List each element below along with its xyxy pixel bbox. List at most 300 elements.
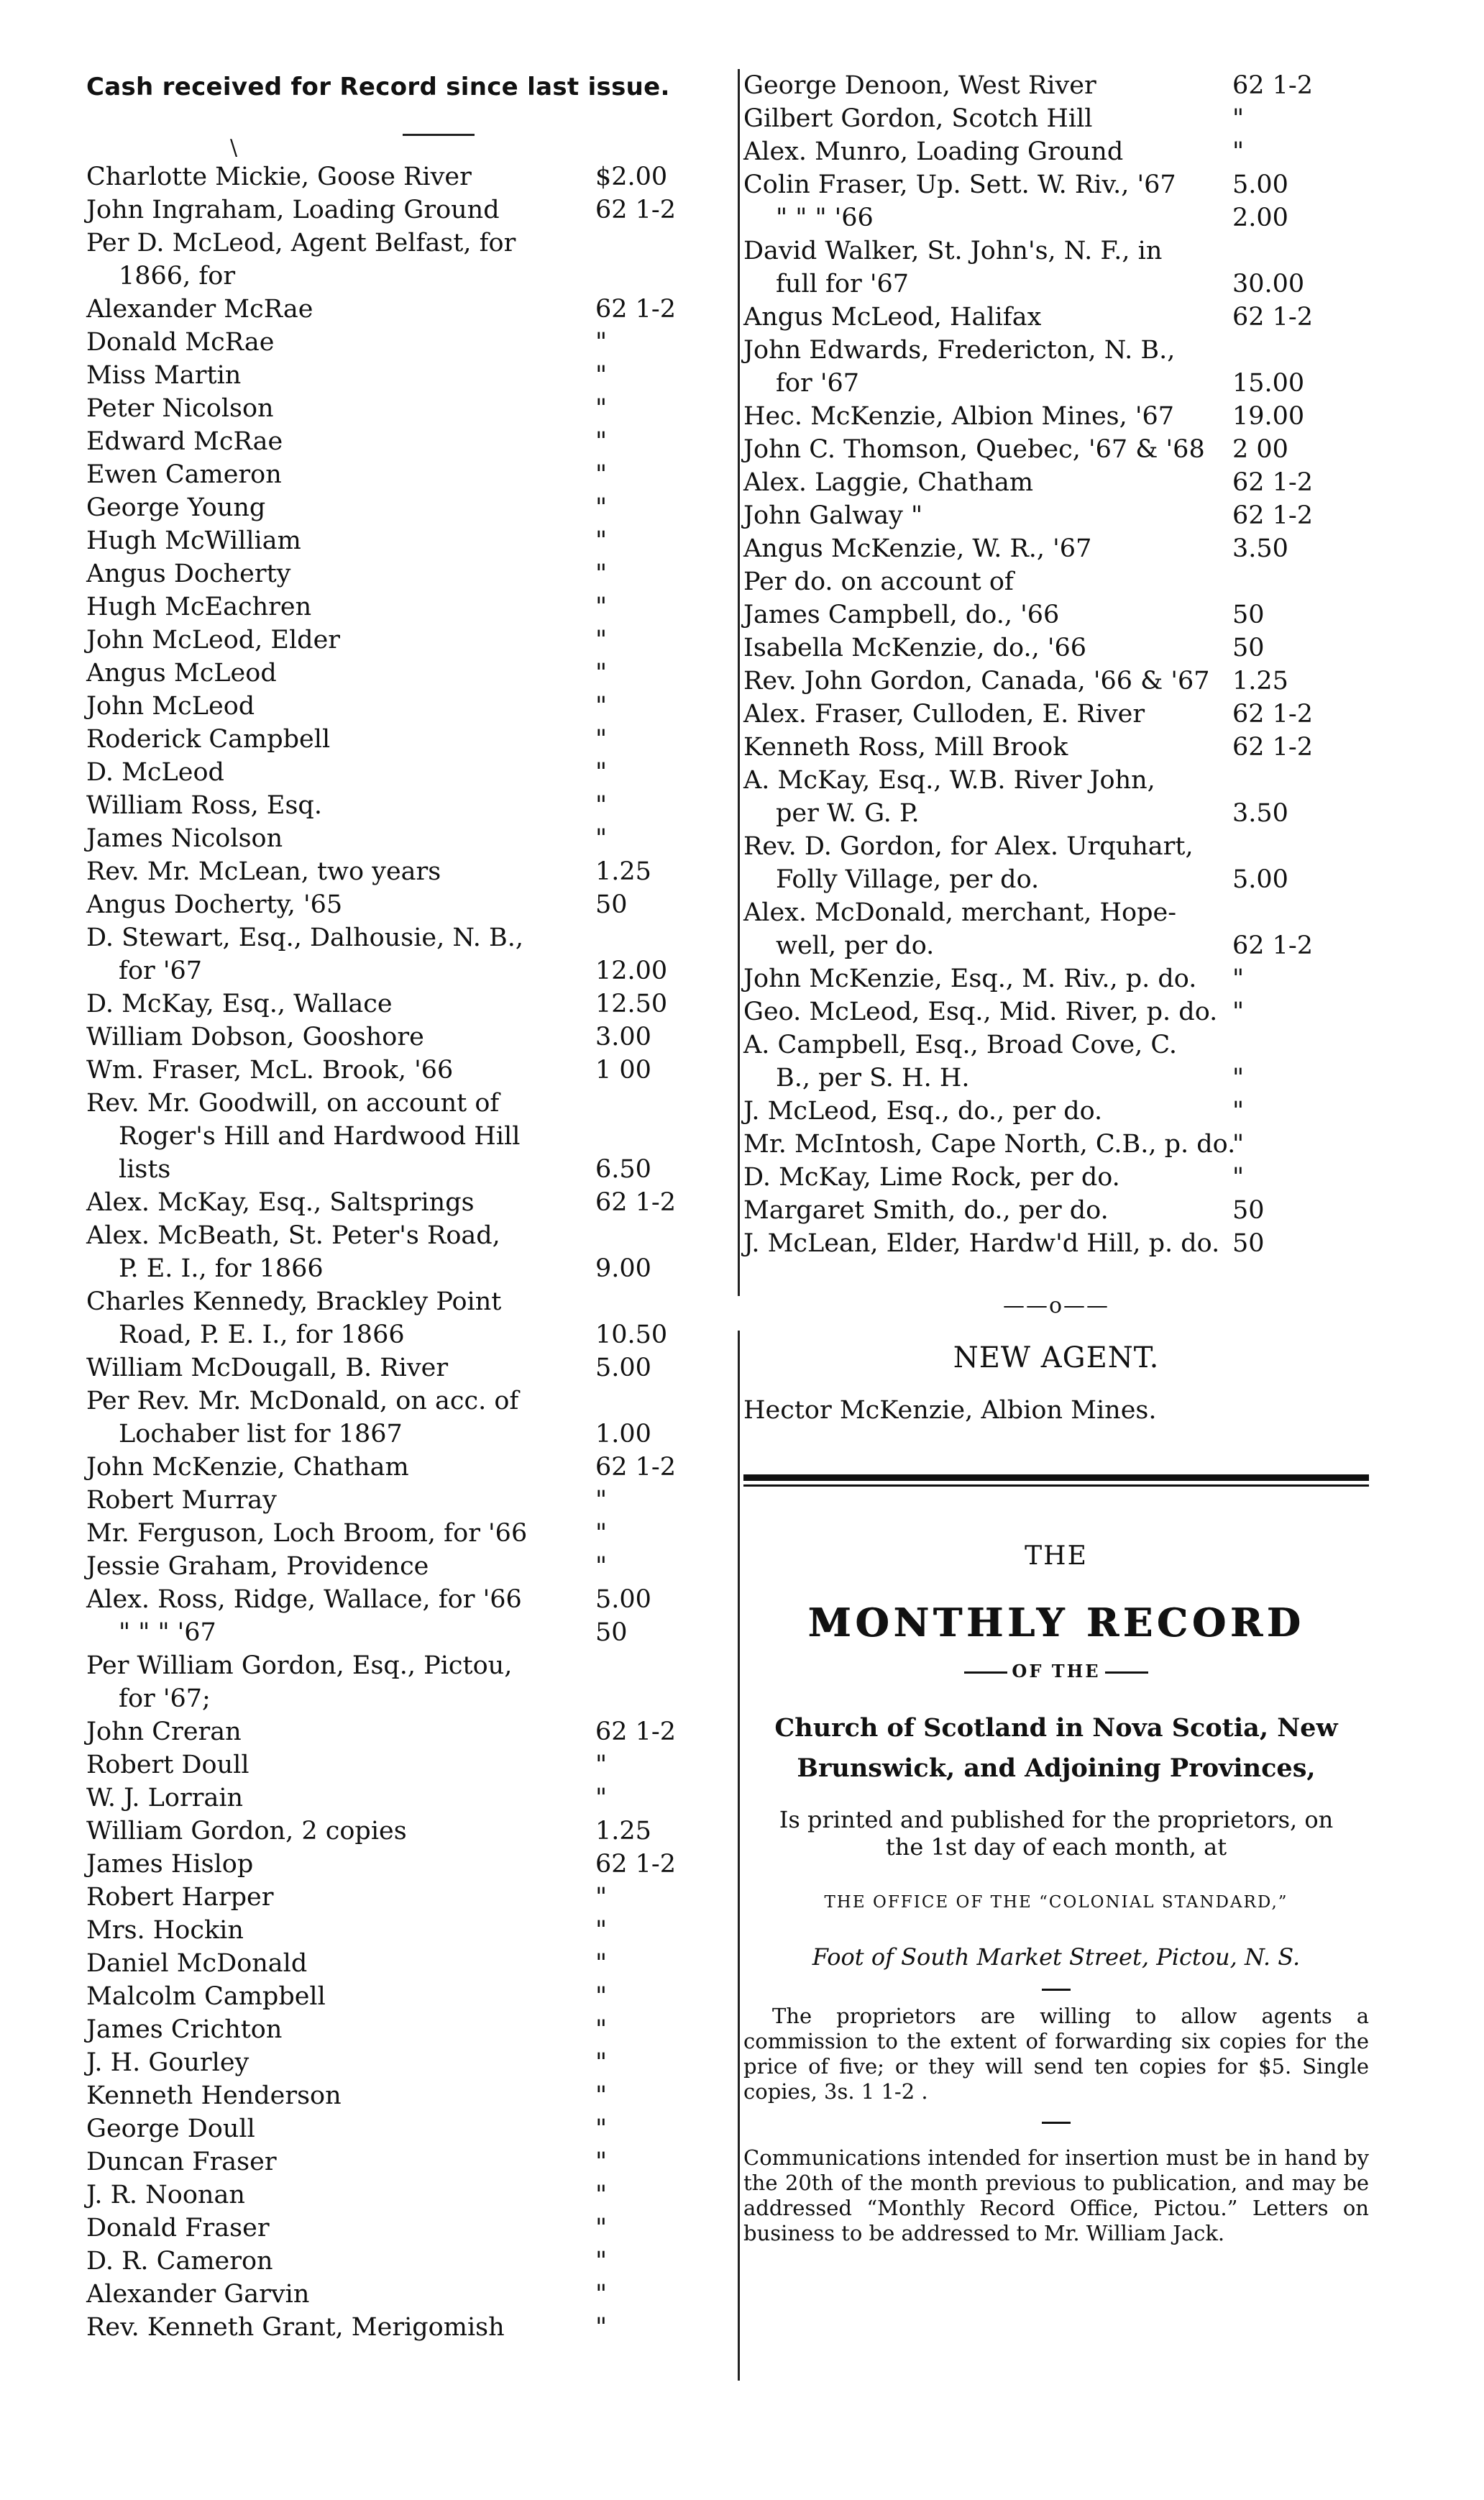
receipt-name: John McLeod: [86, 692, 255, 721]
receipt-amount: 50: [1232, 634, 1265, 662]
receipt-amount: 12.50: [595, 990, 668, 1018]
receipt-name: George Doull: [86, 2114, 255, 2143]
receipt-name: John Creran: [86, 1717, 242, 1746]
receipt-name: for '67;: [119, 1684, 211, 1713]
receipt-amount: 62 1-2: [1232, 468, 1314, 497]
receipt-amount: ": [595, 659, 608, 688]
receipt-row: [86, 690, 733, 723]
proprietors-text: The proprietors are willing to allow agents a commission to the extent of forwarding six copies for the price of five; or they will send ten copies for $5. Single copies, 3s. 1 1-2 .: [743, 2004, 1369, 2104]
receipt-name: Peter Nicolson: [86, 394, 274, 423]
receipt-row: [86, 1120, 733, 1153]
receipt-amount: ": [595, 824, 608, 853]
receipt-name: John Galway ": [743, 501, 923, 530]
receipt-amount: ": [1232, 1130, 1245, 1159]
receipt-row: [86, 193, 733, 227]
receipt-amount: 62 1-2: [595, 1453, 677, 1482]
printed-notice: [743, 1806, 1369, 1861]
receipt-amount: ": [1232, 1163, 1245, 1192]
receipt-name: Alex. McDonald, merchant, Hope-: [743, 898, 1177, 927]
church-name: [743, 1708, 1369, 1789]
column-divider-lower: [738, 1331, 740, 2381]
receipt-row: [743, 102, 1369, 135]
receipt-row: [743, 731, 1369, 764]
stray-mark: \: [230, 135, 238, 160]
separator-ornament: ——o——: [1002, 1293, 1110, 1318]
receipt-row: [86, 1087, 733, 1120]
receipt-row: [86, 2245, 733, 2278]
receipt-row: [86, 1351, 733, 1384]
receipt-amount: 3.50: [1232, 799, 1288, 828]
receipt-name: Alex. McKay, Esq., Saltsprings: [86, 1188, 475, 1217]
receipt-name: Charlotte Mickie, Goose River: [86, 163, 472, 191]
receipt-row: [86, 2179, 733, 2212]
receipt-row: [86, 524, 733, 557]
receipt-amount: ": [595, 2048, 608, 2077]
receipt-row: [86, 2278, 733, 2311]
receipt-row: [743, 433, 1369, 466]
receipt-name: Rev. John Gordon, Canada, '66 & '67: [743, 667, 1210, 695]
receipt-row: [743, 698, 1369, 731]
receipt-amount: 6.50: [595, 1155, 651, 1184]
receipt-name: lists: [119, 1155, 171, 1184]
receipt-row: [86, 1186, 733, 1219]
receipt-row: [86, 624, 733, 657]
receipt-amount: 50: [595, 1618, 628, 1647]
receipt-amount: 62 1-2: [1232, 931, 1314, 960]
receipt-amount: ": [595, 394, 608, 423]
receipt-amount: ": [595, 1982, 608, 2011]
receipt-name: John McKenzie, Chatham: [86, 1453, 409, 1482]
receipt-amount: ": [595, 2148, 608, 2176]
receipt-name: Colin Fraser, Up. Sett. W. Riv., '67: [743, 170, 1176, 199]
receipt-name: D. Stewart, Esq., Dalhousie, N. B.,: [86, 923, 523, 952]
receipt-amount: 19.00: [1232, 402, 1305, 431]
receipt-name: Alexander Garvin: [86, 2280, 310, 2309]
receipt-row: [743, 69, 1369, 102]
receipt-amount: ": [595, 2181, 608, 2209]
receipt-row: [743, 665, 1369, 698]
receipt-amount: ": [595, 791, 608, 820]
receipt-name: Hugh McWilliam: [86, 526, 301, 555]
receipt-name: D. McKay, Esq., Wallace: [86, 990, 393, 1018]
receipt-name: Jessie Graham, Providence: [86, 1552, 429, 1581]
receipt-row: [743, 1028, 1369, 1062]
receipt-row: [86, 1980, 733, 2013]
receipt-name: John C. Thomson, Quebec, '67 & '68: [743, 435, 1205, 464]
receipt-amount: 62 1-2: [595, 1850, 677, 1879]
receipt-row: [86, 1848, 733, 1881]
receipt-amount: 62 1-2: [1232, 733, 1314, 762]
receipt-amount: ": [1232, 1064, 1245, 1092]
receipt-name: for '67: [119, 957, 203, 985]
receipt-name: Rev. Kenneth Grant, Merigomish: [86, 2313, 505, 2342]
receipt-name: Alex. Fraser, Culloden, E. River: [743, 700, 1145, 729]
new-agent-title: NEW AGENT.: [953, 1341, 1160, 1374]
receipt-row: [86, 1550, 733, 1583]
receipt-row: [86, 1517, 733, 1550]
small-dash: [1042, 1989, 1071, 1991]
receipt-name: Alex. Ross, Ridge, Wallace, for '66: [86, 1585, 522, 1614]
receipt-name: D. McKay, Lime Rock, per do.: [743, 1163, 1120, 1192]
receipt-name: full for '67: [776, 270, 910, 298]
receipt-name: Edward McRae: [86, 427, 283, 456]
receipt-amount: ": [595, 2313, 608, 2342]
receipt-name: Isabella McKenzie, do., '66: [743, 634, 1087, 662]
receipt-name: John Edwards, Fredericton, N. B.,: [743, 336, 1176, 365]
cash-received-heading: Cash received for Record since last issue.: [86, 73, 670, 101]
receipt-amount: 12.00: [595, 957, 668, 985]
small-dash-2: [1042, 2122, 1071, 2124]
receipt-row: [743, 367, 1369, 400]
left-receipts-list: [86, 160, 733, 2344]
receipt-row: [86, 557, 733, 590]
receipt-amount: 50: [1232, 601, 1265, 629]
receipt-row: [86, 1947, 733, 1980]
receipt-row: [86, 1252, 733, 1285]
receipt-row: [743, 764, 1369, 797]
receipt-row: [743, 863, 1369, 896]
receipt-amount: ": [1232, 104, 1245, 133]
receipt-amount: 5.00: [1232, 865, 1288, 894]
receipt-amount: 62 1-2: [595, 295, 677, 324]
receipt-row: [743, 1095, 1369, 1128]
receipt-row: [86, 822, 733, 855]
receipt-amount: ": [595, 460, 608, 489]
receipt-name: Angus Docherty, '65: [86, 890, 343, 919]
receipt-amount: ": [595, 526, 608, 555]
receipt-name: J. McLeod, Esq., do., per do.: [743, 1097, 1103, 1126]
receipt-amount: ": [595, 758, 608, 787]
receipt-name: Per do. on account of: [743, 567, 1014, 596]
receipt-row: [86, 657, 733, 690]
receipt-row: [86, 1153, 733, 1186]
receipt-row: [86, 2311, 733, 2344]
receipt-row: [86, 1914, 733, 1947]
receipt-name: Lochaber list for 1867: [119, 1420, 403, 1449]
receipt-name: John McLeod, Elder: [86, 626, 341, 654]
receipt-name: Alex. Munro, Loading Ground: [743, 137, 1124, 166]
receipt-amount: $2.00: [595, 163, 668, 191]
receipt-row: [86, 987, 733, 1021]
of-the-text: OF THE: [1012, 1661, 1101, 1682]
receipt-name: Kenneth Ross, Mill Brook: [743, 733, 1068, 762]
receipt-amount: 1.25: [595, 1817, 651, 1846]
receipt-amount: ": [595, 493, 608, 522]
receipt-row: [86, 1484, 733, 1517]
receipt-row: [743, 135, 1369, 168]
receipt-amount: ": [595, 1949, 608, 1978]
right-receipts-list: [743, 69, 1369, 1260]
receipt-name: Angus McLeod, Halifax: [743, 303, 1042, 332]
receipt-amount: ": [595, 593, 608, 621]
receipt-name: Alex. Laggie, Chatham: [743, 468, 1034, 497]
receipt-name: W. J. Lorrain: [86, 1784, 244, 1812]
receipt-amount: 5.00: [595, 1585, 651, 1614]
receipt-name: Wm. Fraser, McL. Brook, '66: [86, 1056, 454, 1085]
receipt-row: [86, 1318, 733, 1351]
receipt-amount: 3.00: [595, 1023, 651, 1051]
receipt-row: [86, 326, 733, 359]
communications-notice: [743, 2145, 1369, 2246]
receipt-name: Roger's Hill and Hardwood Hill: [119, 1122, 521, 1151]
receipt-amount: ": [595, 560, 608, 588]
office-address: Foot of South Market Street, Pictou, N. S.: [812, 1943, 1301, 1971]
receipt-name: D. McLeod: [86, 758, 224, 787]
receipt-name: Folly Village, per do.: [776, 865, 1040, 894]
receipt-name: well, per do.: [776, 931, 935, 960]
dash-left: [964, 1671, 1007, 1674]
receipt-row: [86, 2145, 733, 2179]
receipt-name: Donald McRae: [86, 328, 275, 357]
receipt-row: [743, 896, 1369, 929]
receipt-name: Gilbert Gordon, Scotch Hill: [743, 104, 1093, 133]
receipt-amount: 62 1-2: [595, 1717, 677, 1746]
receipt-row: [86, 1418, 733, 1451]
receipt-row: [86, 458, 733, 491]
receipt-name: " " " '67: [119, 1618, 216, 1647]
receipt-name: Angus McLeod: [86, 659, 277, 688]
receipt-row: [86, 2079, 733, 2112]
masthead-title: MONTHLY RECORD: [807, 1600, 1305, 1646]
receipt-row: [86, 1054, 733, 1087]
receipt-name: William Ross, Esq.: [86, 791, 322, 820]
office-line: THE OFFICE OF THE “COLONIAL STANDARD,”: [824, 1893, 1288, 1912]
masthead-of-the: [743, 1659, 1369, 1684]
receipt-row: [743, 400, 1369, 433]
receipt-row: [86, 1285, 733, 1318]
communications-text: Communications intended for insertion must be in hand by the 20th of the month previous to publication, and may be addressed “Monthly Record Office, Pictou.” Letters on business to be addressed to Mr. William Jack.: [743, 2145, 1369, 2245]
receipt-amount: 30.00: [1232, 270, 1305, 298]
receipt-row: [743, 268, 1369, 301]
receipt-name: J. McLean, Elder, Hardw'd Hill, p. do.: [743, 1229, 1220, 1258]
receipt-row: [743, 962, 1369, 995]
left-column: [86, 69, 733, 2344]
receipt-amount: ": [595, 427, 608, 456]
receipt-row: [86, 1649, 733, 1682]
receipt-amount: 1.25: [1232, 667, 1288, 695]
receipt-name: Mr. Ferguson, Loch Broom, for '66: [86, 1519, 528, 1548]
receipt-name: Hec. McKenzie, Albion Mines, '67: [743, 402, 1175, 431]
receipt-row: [86, 888, 733, 921]
receipt-row: [743, 565, 1369, 598]
receipt-amount: ": [595, 1486, 608, 1515]
receipt-name: Alexander McRae: [86, 295, 313, 324]
receipt-name: David Walker, St. John's, N. F., in: [743, 237, 1163, 265]
receipt-name: James Nicolson: [86, 824, 283, 853]
receipt-name: James Hislop: [86, 1850, 254, 1879]
receipt-row: [86, 1021, 733, 1054]
receipt-amount: 62 1-2: [1232, 700, 1314, 729]
receipt-row: [743, 631, 1369, 665]
receipt-row: [86, 160, 733, 193]
receipt-name: Donald Fraser: [86, 2214, 270, 2243]
receipt-name: A. McKay, Esq., W.B. River John,: [743, 766, 1155, 795]
receipt-amount: ": [595, 2015, 608, 2044]
receipt-row: [86, 1715, 733, 1748]
receipt-name: Mrs. Hockin: [86, 1916, 244, 1945]
receipt-name: George Denoon, West River: [743, 71, 1096, 100]
receipt-name: William McDougall, B. River: [86, 1354, 449, 1382]
receipt-amount: ": [595, 2214, 608, 2243]
receipt-row: [743, 168, 1369, 201]
receipt-amount: 15.00: [1232, 369, 1305, 398]
printed-line-1: Is printed and published for the proprietors, on: [779, 1806, 1334, 1833]
receipt-name: William Gordon, 2 copies: [86, 1817, 407, 1846]
receipt-name: Mr. McIntosh, Cape North, C.B., p. do.: [743, 1130, 1236, 1159]
receipt-amount: ": [1232, 137, 1245, 166]
receipt-row: [86, 1451, 733, 1484]
receipt-name: Daniel McDonald: [86, 1949, 308, 1978]
receipt-amount: 50: [1232, 1229, 1265, 1258]
receipt-row: [86, 756, 733, 789]
receipt-name: Miss Martin: [86, 361, 242, 390]
receipt-amount: 62 1-2: [1232, 71, 1314, 100]
masthead-the: THE: [1025, 1541, 1088, 1571]
receipt-amount: 1 00: [595, 1056, 651, 1085]
receipt-amount: 9.00: [595, 1254, 651, 1283]
receipt-row: [86, 1682, 733, 1715]
receipt-name: B., per S. H. H.: [776, 1064, 970, 1092]
receipt-name: William Dobson, Gooshore: [86, 1023, 424, 1051]
receipt-row: [86, 260, 733, 293]
receipt-row: [743, 929, 1369, 962]
receipt-row: [86, 1219, 733, 1252]
receipt-name: J. R. Noonan: [86, 2181, 245, 2209]
receipt-row: [743, 499, 1369, 532]
receipt-name: Robert Harper: [86, 1883, 274, 1912]
receipt-amount: 62 1-2: [595, 196, 677, 224]
receipt-row: [743, 334, 1369, 367]
receipt-name: per W. G. P.: [776, 799, 920, 828]
receipt-name: Geo. McLeod, Esq., Mid. River, p. do.: [743, 998, 1218, 1026]
receipt-row: [743, 995, 1369, 1028]
receipt-name: P. E. I., for 1866: [119, 1254, 324, 1283]
right-column: [743, 69, 1369, 2246]
dash-right: [1105, 1671, 1148, 1674]
printed-line-2: the 1st day of each month, at: [885, 1833, 1227, 1861]
receipt-name: Angus McKenzie, W. R., '67: [743, 534, 1092, 563]
receipt-row: [86, 227, 733, 260]
column-divider: [738, 69, 740, 1296]
receipt-amount: 62 1-2: [595, 1188, 677, 1217]
receipt-row: [743, 532, 1369, 565]
receipt-row: [86, 359, 733, 392]
receipt-name: Hugh McEachren: [86, 593, 312, 621]
receipt-row: [86, 2112, 733, 2145]
receipt-amount: ": [1232, 964, 1245, 993]
receipt-row: [86, 293, 733, 326]
receipt-name: John Ingraham, Loading Ground: [86, 196, 500, 224]
receipt-name: A. Campbell, Esq., Broad Cove, C.: [743, 1031, 1177, 1059]
receipt-name: D. R. Cameron: [86, 2247, 273, 2276]
receipt-name: Per William Gordon, Esq., Pictou,: [86, 1651, 513, 1680]
church-line-1: Church of Scotland in Nova Scotia, New: [774, 1713, 1338, 1743]
receipt-row: [743, 234, 1369, 268]
receipt-name: Charles Kennedy, Brackley Point: [86, 1287, 502, 1316]
receipt-name: " " " '66: [776, 204, 874, 232]
receipt-row: [86, 1881, 733, 1914]
receipt-amount: ": [595, 1519, 608, 1548]
receipt-amount: ": [595, 1916, 608, 1945]
receipt-name: Robert Murray: [86, 1486, 277, 1515]
proprietors-notice: [743, 2004, 1369, 2104]
receipt-row: [86, 1583, 733, 1616]
receipt-name: Kenneth Henderson: [86, 2081, 342, 2110]
receipt-row: [86, 954, 733, 987]
receipt-row: [86, 2013, 733, 2046]
receipt-amount: 5.00: [595, 1354, 651, 1382]
receipt-name: Rev. D. Gordon, for Alex. Urquhart,: [743, 832, 1194, 861]
receipt-row: [86, 1748, 733, 1782]
receipt-amount: 2 00: [1232, 435, 1288, 464]
receipt-name: Rev. Mr. Goodwill, on account of: [86, 1089, 500, 1118]
receipt-amount: 50: [1232, 1196, 1265, 1225]
receipt-name: John McKenzie, Esq., M. Riv., p. do.: [743, 964, 1197, 993]
receipt-name: James Crichton: [86, 2015, 283, 2044]
receipt-name: Duncan Fraser: [86, 2148, 277, 2176]
receipt-row: [743, 466, 1369, 499]
receipt-row: [86, 491, 733, 524]
receipt-name: James Campbell, do., '66: [743, 601, 1060, 629]
church-line-2: Brunswick, and Adjoining Provinces,: [797, 1753, 1316, 1783]
receipt-name: J. H. Gourley: [86, 2048, 249, 2077]
receipt-amount: ": [595, 2114, 608, 2143]
receipt-row: [743, 1128, 1369, 1161]
receipt-name: Angus Docherty: [86, 560, 291, 588]
receipt-row: [86, 921, 733, 954]
receipt-row: [86, 590, 733, 624]
receipt-amount: ": [595, 361, 608, 390]
receipt-amount: 2.00: [1232, 204, 1288, 232]
receipt-amount: ": [595, 1751, 608, 1779]
receipt-row: [86, 1815, 733, 1848]
receipt-name: Roderick Campbell: [86, 725, 331, 754]
receipt-amount: 62 1-2: [1232, 303, 1314, 332]
receipt-row: [743, 301, 1369, 334]
receipt-amount: ": [595, 1552, 608, 1581]
receipt-row: [743, 201, 1369, 234]
receipt-row: [743, 830, 1369, 863]
receipt-name: 1866, for: [119, 262, 236, 291]
receipt-name: Road, P. E. I., for 1866: [119, 1320, 405, 1349]
receipt-row: [743, 1161, 1369, 1194]
receipt-row: [86, 1616, 733, 1649]
receipt-amount: ": [595, 328, 608, 357]
receipt-row: [86, 425, 733, 458]
receipt-amount: ": [595, 1883, 608, 1912]
receipt-name: Ewen Cameron: [86, 460, 282, 489]
masthead-thin-rule: [743, 1484, 1369, 1487]
receipt-amount: ": [595, 2247, 608, 2276]
receipt-amount: 3.50: [1232, 534, 1288, 563]
receipt-amount: 62 1-2: [1232, 501, 1314, 530]
receipt-amount: ": [1232, 998, 1245, 1026]
receipt-row: [86, 855, 733, 888]
receipt-row: [86, 723, 733, 756]
receipt-amount: ": [595, 2280, 608, 2309]
receipt-name: Rev. Mr. McLean, two years: [86, 857, 441, 886]
receipt-row: [86, 392, 733, 425]
masthead-thick-rule: [743, 1474, 1369, 1481]
receipt-row: [743, 1194, 1369, 1227]
receipt-amount: 5.00: [1232, 170, 1288, 199]
receipt-name: George Young: [86, 493, 266, 522]
receipt-amount: 1.00: [595, 1420, 651, 1449]
receipt-name: Per Rev. Mr. McDonald, on acc. of: [86, 1387, 519, 1415]
receipt-name: Malcolm Campbell: [86, 1982, 326, 2011]
receipt-name: Robert Doull: [86, 1751, 249, 1779]
receipt-row: [86, 2046, 733, 2079]
